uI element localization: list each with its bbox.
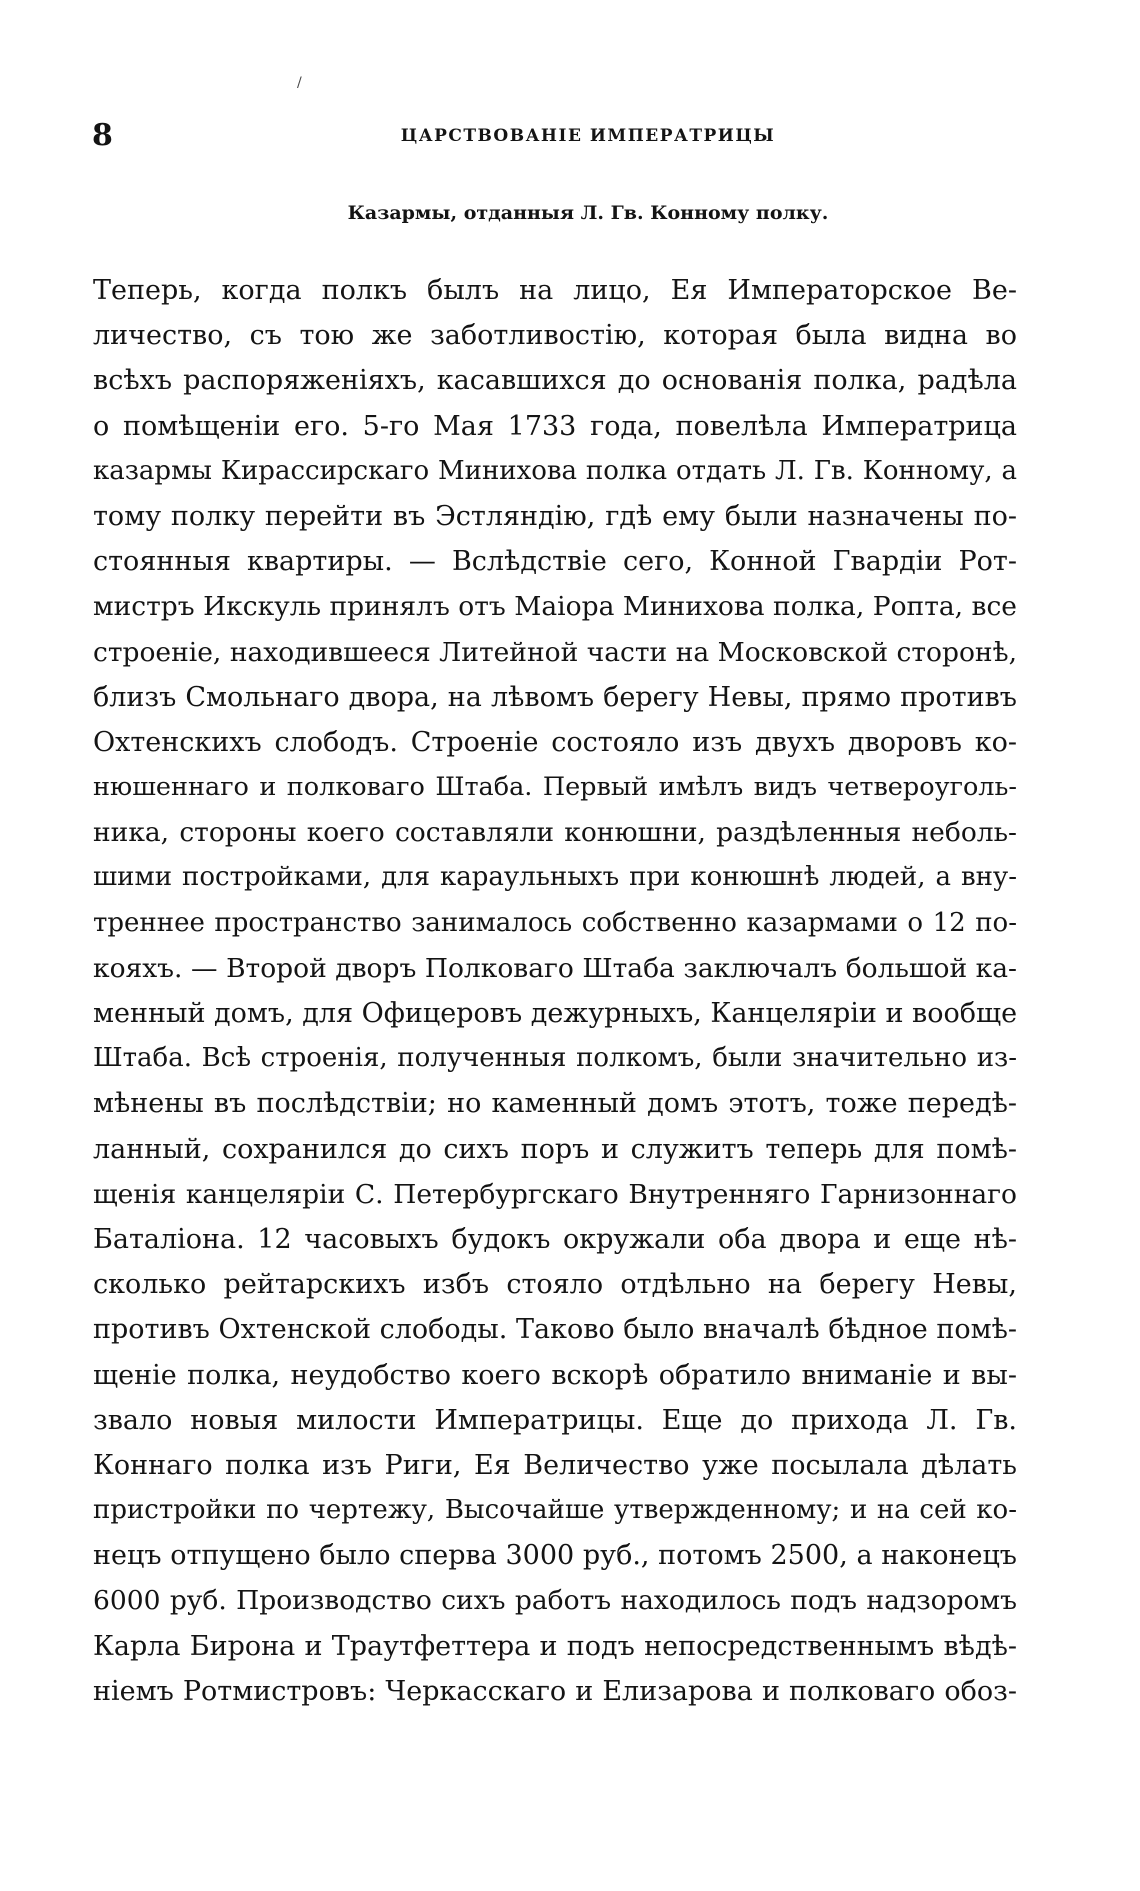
text-line: Коннаго полка изъ Риги, Ея Величество уже посылала дѣлать [93,1449,1017,1481]
text-line: треннее пространство занималось собственно казармами о 12 по- [93,907,1017,938]
text-line: ника, стороны коего составляли конюшни, раздѣленныя неболь- [93,817,1017,849]
text-line: всѣхъ распоряженіяхъ, касавшихся до основанія полка, радѣла [93,365,1017,397]
text-line: звало новыя милости Императрицы. Еще до прихода Л. Гв. [93,1404,1017,1436]
text-line: мистръ Икскуль принялъ отъ Маіора Миниxова полка, Ропта, все [93,591,1017,623]
text-line: близъ Смольнаго двора, на лѣвомъ берегу Невы, прямо противъ [93,681,1017,713]
text-line: нюшеннаго и полковаго Штаба. Первый имѣлъ видъ четвероуголь- [93,772,1017,803]
text-line: строеніе, находившееся Литейной части на Московской сторонѣ, [93,636,1017,668]
text-line: щенія канцеляріи С. Петербургскаго Внутренняго Гарнизоннаго [93,1178,1017,1210]
text-line: шими постройками, для караульныхъ при конюшнѣ людей, а вну- [93,862,1017,893]
text-line: щеніе полка, неудобство коего вскорѣ обратило вниманіе и вы- [93,1359,1017,1391]
text-line: тому полку перейти въ Эстляндію, гдѣ ему были назначены по- [93,500,1017,532]
text-line: ланный, сохранился до сихъ поръ и служитъ теперь для помѣ- [93,1133,1017,1165]
page-speck: / [297,75,302,91]
text-line: 6000 руб. Производство сихъ работъ находилось подъ надзоромъ [93,1585,1017,1617]
text-line: личество, съ тою же заботливостію, которая была видна во [93,320,1017,352]
text-line: казармы Кирассирскаго Миниxова полка отдать Л. Гв. Конному, а [93,455,1017,486]
text-line: нецъ отпущено было сперва 3000 руб., потомъ 2500, а наконецъ [93,1540,1017,1572]
body-text [93,268,1017,1714]
text-line: Карла Бирона и Траутфеттера и подъ непосредственнымъ вѣдѣ- [93,1630,1017,1662]
text-line: Баталіона. 12 часовыхъ будокъ окружали оба двора и еще нѣ- [93,1223,1017,1255]
page-number: 8 [92,118,113,153]
text-line: Теперь, когда полкъ былъ на лицо, Ея Императорское Ве- [93,275,1017,306]
text-line: противъ Охтенской слободы. Таково было вначалѣ бѣдное помѣ- [93,1314,1017,1346]
text-line: мѣнены въ послѣдствіи; но каменный домъ этотъ, тоже передѣ- [93,1088,1017,1120]
section-title: Казармы, отданныя Л. Гв. Конному полку. [347,202,829,224]
text-line: Штаба. Всѣ строенія, полученныя полкомъ, были значительно из- [93,1043,1017,1074]
text-line: кояхъ. — Второй дворъ Полковаго Штаба заключалъ большой ка- [93,952,1017,984]
text-line: пристройки по чертежу, Высочайше утвержденному; и на сей ко- [93,1495,1017,1526]
text-line: сколько рейтарскихъ избъ стояло отдѣльно на берегу Невы, [93,1269,1017,1301]
text-line: менный домъ, для Офицеровъ дежурныхъ, Канцеляріи и вообще [93,998,1018,1029]
text-line: Охтенскихъ слободъ. Строеніе состояло изъ двухъ дворовъ ко- [93,726,1017,758]
text-line: стоянныя квартиры. — Вслѣдствіе сего, Конной Гвардіи Рот- [93,546,1017,578]
text-line: ніемъ Ротмистровъ: Черкасскаго и Елизарова и полковаго обоз- [93,1675,1017,1707]
text-line: о помѣщеніи его. 5-го Мая 1733 года, повелѣла Императрица [93,410,1017,442]
running-head: ЦАРСТВОВАНІЕ ИМПЕРАТРИЦЫ [400,126,776,146]
